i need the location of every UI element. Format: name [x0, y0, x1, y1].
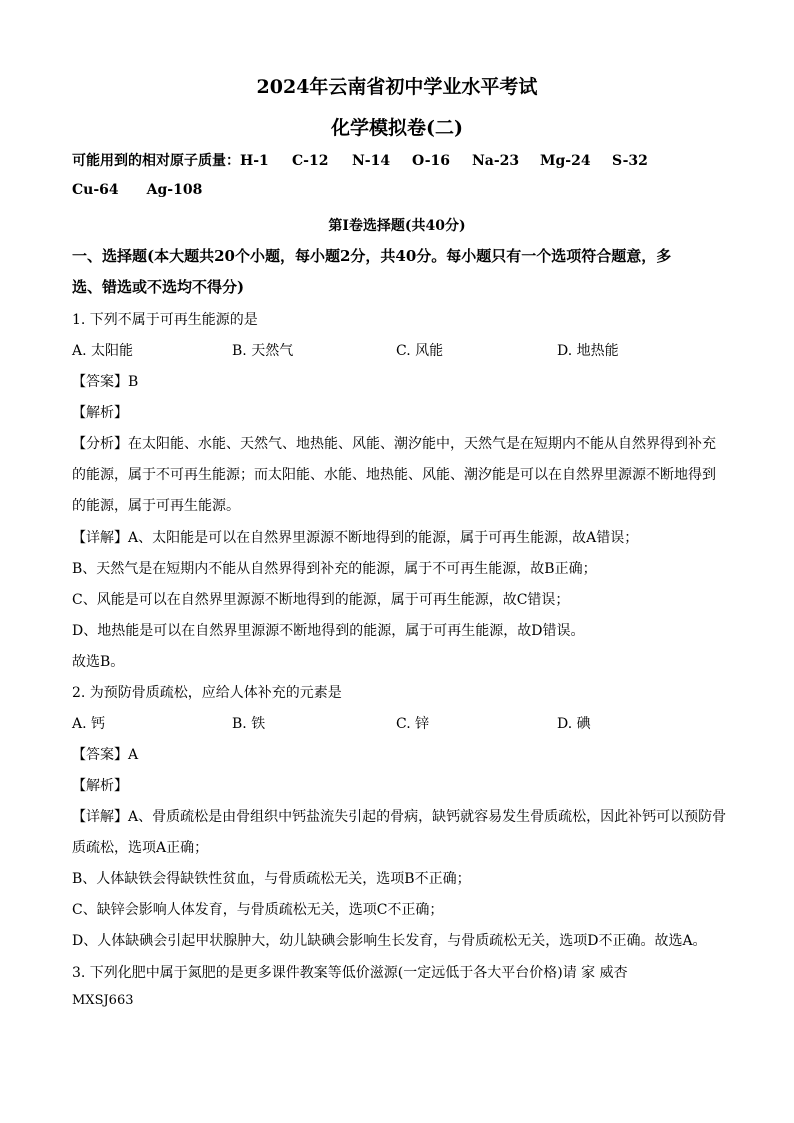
- mass-item: O-16: [412, 153, 451, 169]
- q1-detail-line: C、风能是可以在自然界里源源不断地得到的能源，属于可再生能源，故C错误；: [72, 592, 570, 608]
- footer-code: MXSJ663: [72, 993, 134, 1008]
- q1-conclusion: 故选B。: [72, 654, 125, 670]
- atomic-masses-label: 可能用到的相对原子质量：: [72, 153, 240, 169]
- section-instruction-1: 一、选择题(本大题共20个小题，每小题2分，共40分。每小题只有一个选项符合题意，多: [72, 247, 672, 265]
- mass-item: Na-23: [472, 153, 520, 169]
- q1-analysis-label: 【解析】: [72, 405, 128, 421]
- q1-option-d: D. 地热能: [557, 343, 619, 359]
- q2-option-a: A. 钙: [72, 716, 106, 732]
- q1-fenxi-line: 【分析】在太阳能、水能、天然气、地热能、风能、潮汐能中，天然气是在短期内不能从自然界得到补充: [72, 436, 716, 452]
- mass-item: C-12: [292, 153, 329, 169]
- mass-item: S-32: [612, 153, 648, 169]
- q2-analysis-label: 【解析】: [72, 778, 128, 794]
- q2-option-d: D. 碘: [557, 716, 591, 732]
- section-heading: 第Ⅰ卷选择题(共40分): [328, 218, 466, 234]
- q1-detail-line: B、天然气是在短期内不能从自然界得到补充的能源，属于不可再生能源，故B正确；: [72, 561, 597, 577]
- q1-option-c: C. 风能: [396, 343, 444, 359]
- q2-detail-line: 质疏松，选项A正确；: [72, 840, 209, 856]
- q2-detail-line: 【详解】A、骨质疏松是由骨组织中钙盐流失引起的骨病，缺钙就容易发生骨质疏松，因此补钙可以预防骨: [72, 809, 727, 825]
- mass-item: Cu-64: [72, 182, 119, 198]
- q1-fenxi-line: 的能源，属于不可再生能源；而太阳能、水能、地热能、风能、潮汐能是可以在自然界里源源不断地得到: [72, 467, 716, 483]
- q1-detail-line: 【详解】A、太阳能是可以在自然界里源源不断地得到的能源，属于可再生能源，故A错误；: [72, 530, 639, 546]
- mass-item: H-1: [240, 153, 269, 169]
- section-instruction-2: 选、错选或不选均不得分): [72, 278, 245, 296]
- q2-option-b: B. 铁: [232, 716, 266, 732]
- q2-stem: 2. 为预防骨质疏松，应给人体补充的元素是: [72, 685, 342, 701]
- exam-subtitle: 化学模拟卷(二): [331, 117, 463, 139]
- mass-item: Mg-24: [540, 153, 591, 169]
- q1-detail-line: D、地热能是可以在自然界里源源不断地得到的能源，属于可再生能源，故D错误。: [72, 623, 585, 639]
- mass-item: N-14: [352, 153, 391, 169]
- q2-detail-line: D、人体缺碘会引起甲状腺肿大，幼儿缺碘会影响生长发育，与骨质疏松无关，选项D不正确。故选A。: [72, 933, 707, 949]
- q2-answer: 【答案】A: [72, 747, 139, 763]
- atomic-masses-row-2: [72, 182, 230, 198]
- q2-detail-line: B、人体缺铁会得缺铁性贫血，与骨质疏松无关，选项B不正确；: [72, 871, 471, 887]
- q2-option-c: C. 锌: [396, 716, 430, 732]
- q3-stem: 3. 下列化肥中属于氮肥的是更多课件教案等低价滋源(一定远低于各大平台价格)请 家 威杏: [72, 965, 628, 981]
- q1-option-a: A. 太阳能: [72, 343, 134, 359]
- q1-answer: 【答案】B: [72, 374, 139, 390]
- exam-title: 2024年云南省初中学业水平考试: [256, 76, 538, 98]
- q1-fenxi-line: 的能源，属于可再生能源。: [72, 498, 240, 514]
- mass-item: Ag-108: [146, 182, 203, 198]
- q1-option-b: B. 天然气: [232, 343, 294, 359]
- q2-detail-line: C、缺锌会影响人体发育，与骨质疏松无关，选项C不正确；: [72, 902, 444, 918]
- atomic-masses-row: [72, 150, 648, 170]
- q1-stem: 1. 下列不属于可再生能源的是: [72, 312, 258, 328]
